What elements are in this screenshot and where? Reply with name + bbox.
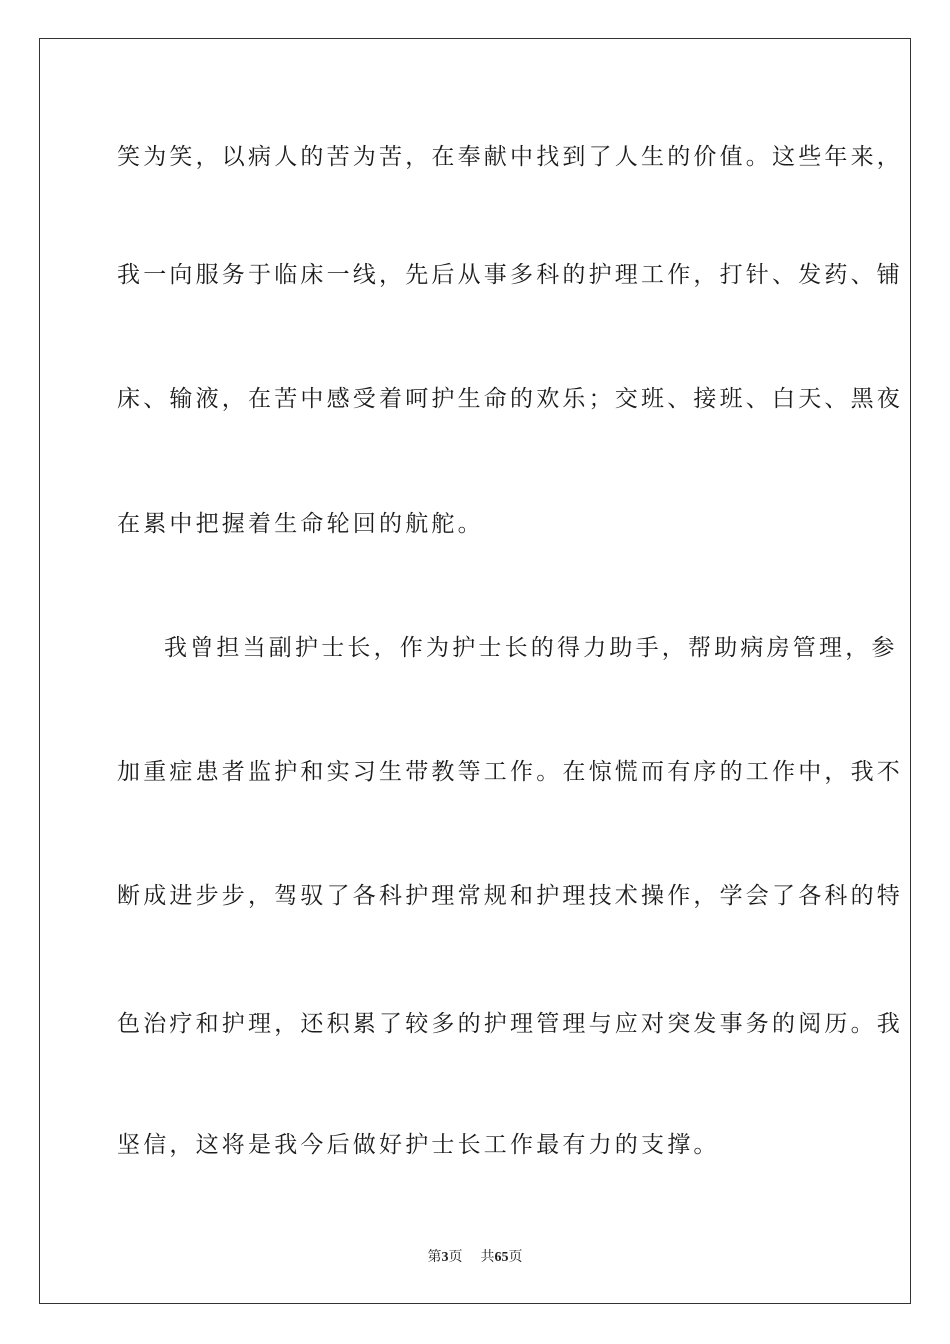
- total-pages: 65: [494, 1250, 509, 1265]
- page-number: 3: [441, 1250, 449, 1265]
- text-line: 加重症患者监护和实习生带教等工作。在惊慌而有序的工作中，我不: [117, 759, 903, 785]
- paragraph-first-line: 我曾担当副护士长，作为护士长的得力助手，帮助病房管理，参: [164, 635, 898, 661]
- total-prefix: 共: [480, 1249, 495, 1265]
- text-line: 在累中把握着生命轮回的航舵。: [117, 511, 484, 537]
- page-footer: [0, 1248, 950, 1267]
- page-suffix: 页: [448, 1249, 463, 1265]
- text-line: 床、输液，在苦中感受着呵护生命的欢乐；交班、接班、白天、黑夜: [117, 386, 903, 412]
- page-border: [39, 38, 911, 1304]
- page-prefix: 第: [427, 1249, 442, 1265]
- total-suffix: 页: [508, 1249, 523, 1265]
- text-line: 色治疗和护理，还积累了较多的护理管理与应对突发事务的阅历。我: [117, 1011, 903, 1037]
- text-line: 笑为笑，以病人的苦为苦，在奉献中找到了人生的价值。这些年来，: [117, 144, 903, 170]
- text-line: 坚信，这将是我今后做好护士长工作最有力的支撑。: [117, 1132, 720, 1158]
- text-line: 断成进步步，驾驭了各科护理常规和护理技术操作，学会了各科的特: [117, 883, 903, 909]
- text-line: 我一向服务于临床一线，先后从事多科的护理工作，打针、发药、铺: [117, 262, 903, 288]
